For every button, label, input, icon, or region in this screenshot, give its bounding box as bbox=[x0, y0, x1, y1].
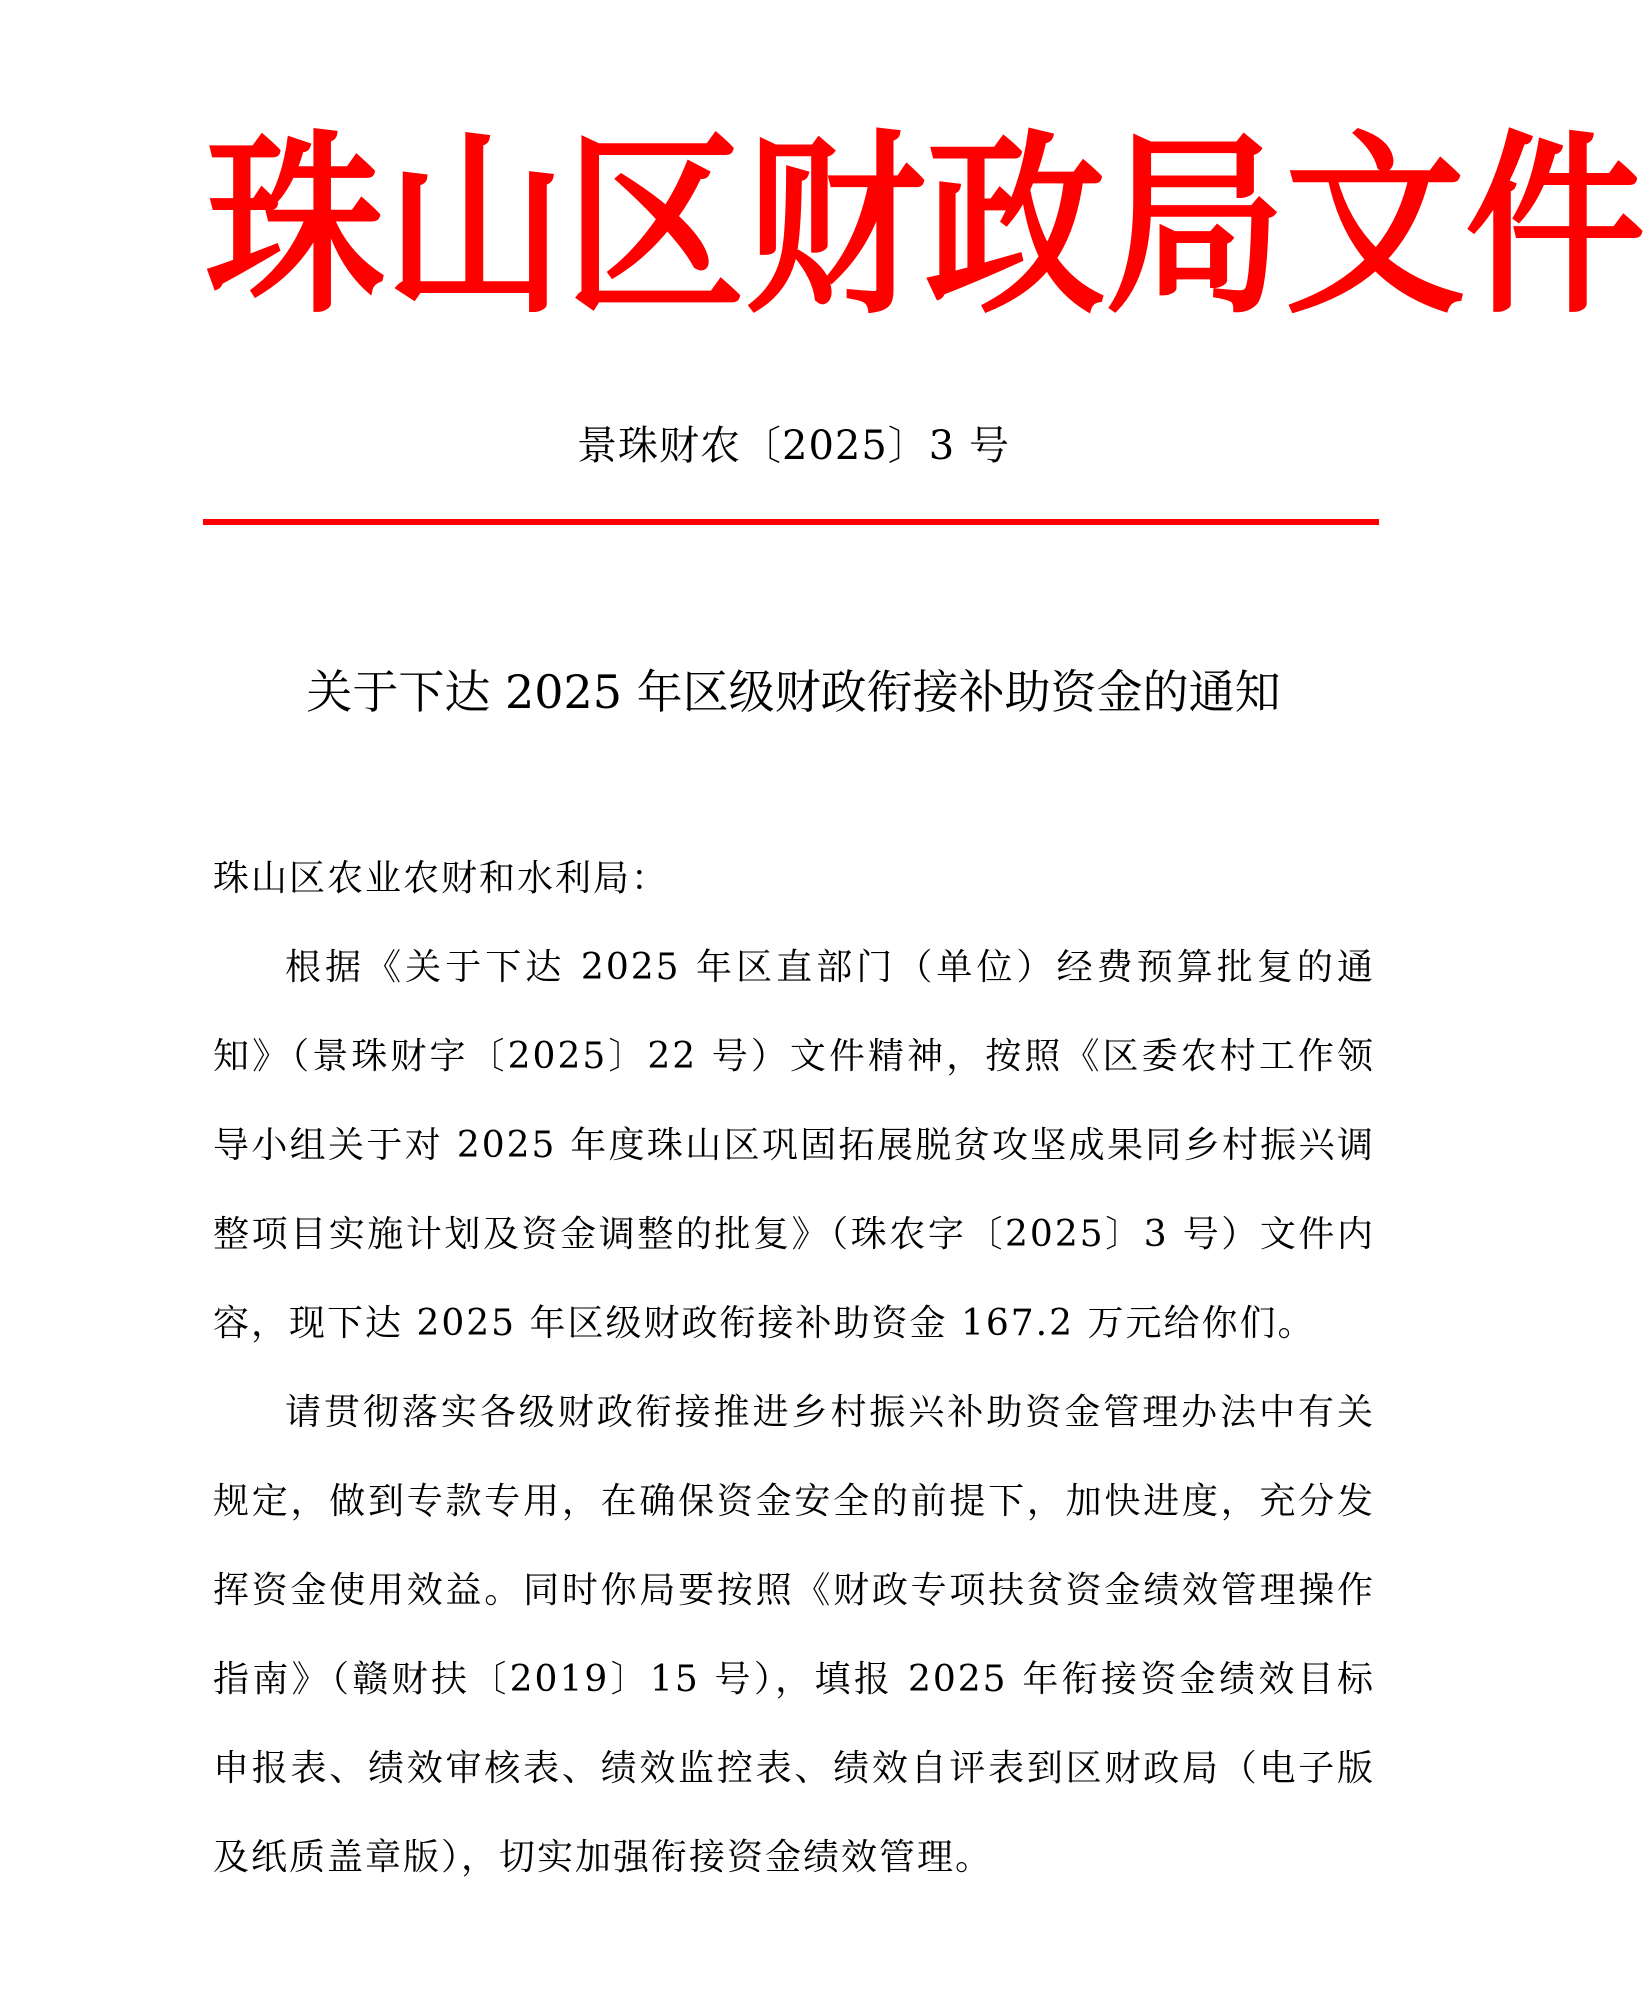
masthead-char: 珠 bbox=[205, 114, 386, 341]
masthead-char: 局 bbox=[1105, 114, 1286, 341]
masthead-char: 区 bbox=[565, 114, 746, 341]
document-title: 关于下达 2025 年区级财政衔接补助资金的通知 bbox=[306, 665, 1281, 719]
masthead-char: 文 bbox=[1285, 114, 1466, 341]
masthead-title bbox=[205, 114, 1645, 341]
masthead-char: 财 bbox=[745, 114, 926, 341]
salutation: 珠山区农业农财和水利局： bbox=[213, 858, 670, 899]
body-paragraph: 根据《关于下达 2025 年区直部门（单位）经费预算批复的通知》（景珠财字〔2025〕22 号）文件精神，按照《区委农村工作领导小组关于对 2025 年度珠山区巩固拓展脱贫攻坚成果同乡村振兴调整项目实施计划及资金调整的批复》（珠农字〔2025〕3 号）文件内容，现下达 2025 年区级财政衔接补助资金 167.2 万元给你们。 bbox=[213, 947, 1375, 1344]
masthead-char: 山 bbox=[385, 114, 566, 341]
masthead-char: 政 bbox=[925, 114, 1106, 341]
red-separator-line bbox=[203, 519, 1379, 525]
document-number: 景珠财农〔2025〕3 号 bbox=[577, 423, 1010, 469]
body-paragraph: 请贯彻落实各级财政衔接推进乡村振兴补助资金管理办法中有关规定，做到专款专用，在确保资金安全的前提下，加快进度，充分发挥资金使用效益。同时你局要按照《财政专项扶贫资金绩效管理操作指南》（赣财扶〔2019〕15 号），填报 2025 年衔接资金绩效目标申报表、绩效审核表、绩效监控表、绩效自评表到区财政局（电子版及纸质盖章版），切实加强衔接资金绩效管理。 bbox=[213, 1392, 1375, 1878]
document-body bbox=[213, 834, 1375, 1902]
masthead-char: 件 bbox=[1465, 114, 1645, 341]
